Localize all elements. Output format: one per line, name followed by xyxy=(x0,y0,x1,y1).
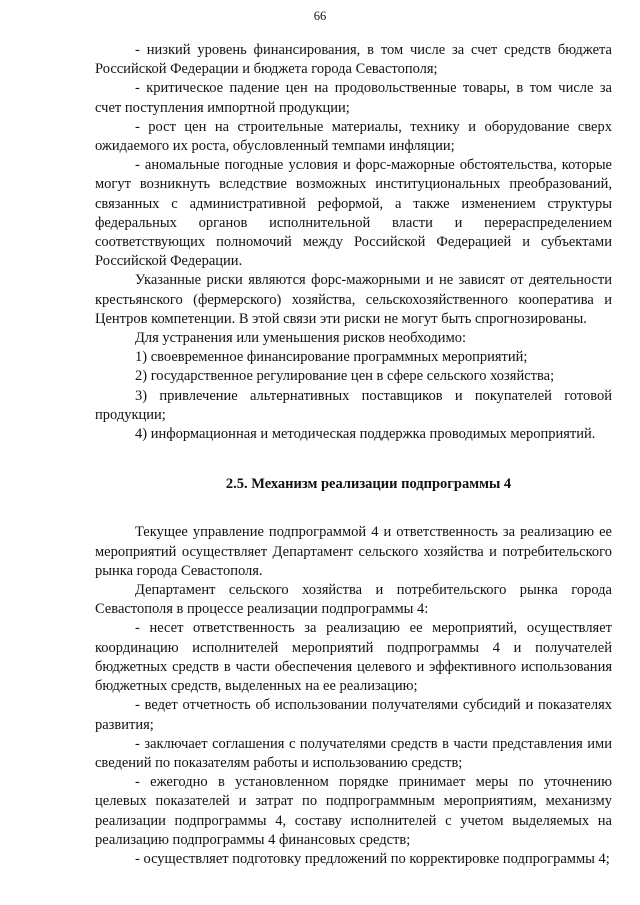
document-body xyxy=(95,41,612,869)
mechanism-paragraph-1: Текущее управление подпрограммой 4 и ответственность за реализацию ее мероприятий осуществляет Департамент сельского хозяйства и потребительского рынка города Севастополя. xyxy=(95,524,612,579)
mitigation-item-4: 4) информационная и методическая поддержка проводимых мероприятий. xyxy=(135,426,596,443)
duty-item-annual-measures: - ежегодно в установленном порядке принимает меры по уточнению целевых показателей и затрат по подпрограммным мероприятиям, механизму реализации подпрограммы 4, составу исполнителей с учетом выделяемых на реализацию подпрограммы 4 финансовых средств; xyxy=(95,774,612,848)
risk-section xyxy=(95,41,612,444)
risk-item-force-majeure: - аномальные погодные условия и форс-мажорные обстоятельства, которые могут возникнуть вследствие возможных институциональных преобразований, связанных с административной реформой, а также изменением структуры федеральных органов исполнительной власти и перераспределением соответствующих полномочий между Российской Федерацией и субъектами Российской Федерации. xyxy=(95,157,612,270)
risk-item-price-drop: - критическое падение цен на продовольственные товары, в том числе за счет поступления импортной продукции; xyxy=(95,80,612,116)
duty-item-corrections: - осуществляет подготовку предложений по корректировке подпрограммы 4; xyxy=(135,850,610,867)
mitigation-intro: Для устранения или уменьшения рисков необходимо: xyxy=(135,330,467,347)
risk-summary-paragraph: Указанные риски являются форс-мажорными и не зависят от деятельности крестьянского (фермерского) хозяйства, сельскохозяйственного кооператива и Центров компетенции. В этой связи эти риски не могут быть спрогнозированы. xyxy=(95,272,612,327)
section-heading: 2.5. Механизм реализации подпрограммы 4 xyxy=(225,476,512,493)
mechanism-paragraph-2: Департамент сельского хозяйства и потребительского рынка города Севастополя в процессе реализации подпрограммы 4: xyxy=(95,582,612,618)
duty-item-responsibility: - несет ответственность за реализацию ее мероприятий, осуществляет координацию исполнителей мероприятий подпрограммы 4 и получателей бюджетных средств в части обеспечения целевого и эффективного использования бюджетных средств, выделенных на ее реализацию; xyxy=(95,620,612,695)
mechanism-section xyxy=(95,523,612,869)
duty-item-agreements: - заключает соглашения с получателями средств в части представления ими сведений по показателям работы и использованию средств; xyxy=(95,735,612,771)
mitigation-item-1: 1) своевременное финансирование программных мероприятий; xyxy=(135,349,528,366)
risk-item-material-costs: - рост цен на строительные материалы, технику и оборудование сверх ожидаемого их роста, обусловленный темпами инфляции; xyxy=(95,118,612,155)
risk-item-financing: - низкий уровень финансирования, в том числе за счет средств бюджета Российской Федерации и бюджета города Севастополя; xyxy=(95,42,612,78)
duty-item-reporting: - ведет отчетность об использовании получателями субсидий и показателях развития; xyxy=(95,697,612,733)
mitigation-item-2: 2) государственное регулирование цен в сфере сельского хозяйства; xyxy=(135,368,555,385)
mitigation-item-3: 3) привлечение альтернативных поставщиков и покупателей готовой продукции; xyxy=(95,387,612,423)
page-number: 66 xyxy=(313,9,327,23)
